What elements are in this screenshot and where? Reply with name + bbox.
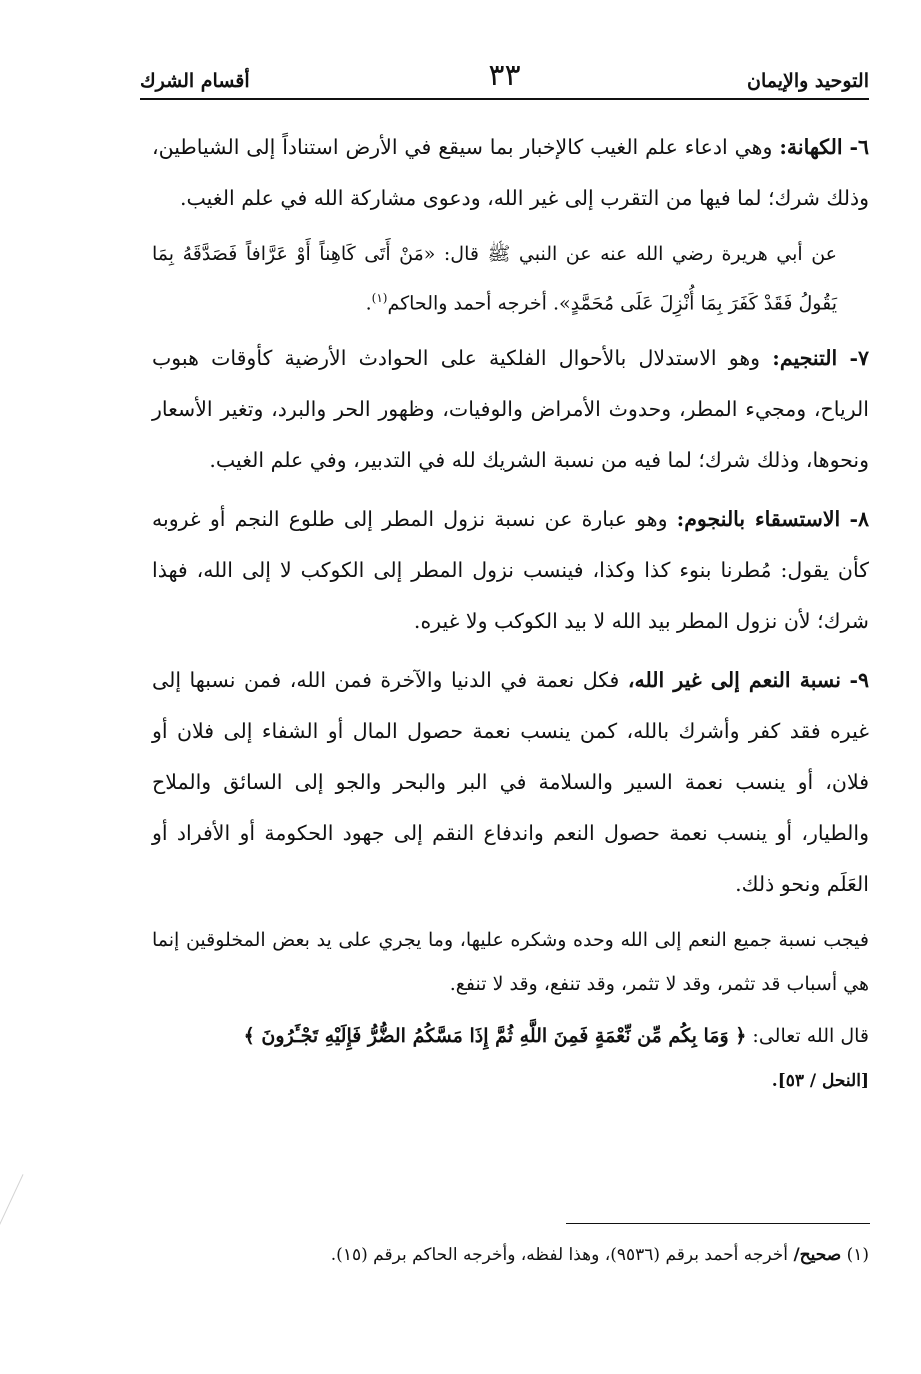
footnote-divider (566, 1223, 870, 1224)
section-text: وهو عبارة عن نسبة نزول المطر إلى طلوع النجم أو غروبه كأن يقول: مُطرنا بنوء كذا وكذا، فينسب نزول المطر إلى الكوكب لا إلى الله، فهذا شرك؛ لأن نزول المطر بيد الله لا بيد الكوكب ولا غيره. (152, 507, 869, 634)
section-number: ٦- (849, 135, 869, 159)
running-header (140, 58, 869, 100)
header-chapter-title: أقسام الشرك (140, 70, 250, 92)
quran-verse: ﴿ وَمَا بِكُم مِّن نِّعْمَةٍ فَمِنَ اللَّهِ ثُمَّ إِذَا مَسَّكُمُ الضُّرُّ فَإِلَيْهِ تَجْـَٔرُونَ ﴾ (243, 1025, 747, 1048)
footnote-grade: صحيح/ (793, 1245, 842, 1265)
section-7 (152, 333, 869, 486)
header-book-title: التوحيد والإيمان (747, 70, 869, 92)
section-term: الاستسقاء بالنجوم: (676, 507, 841, 532)
conclusion-paragraph: فيجب نسبة جميع النعم إلى الله وحده وشكره عليها، وما يجري على يد بعض المخلوقين إنما هي أسباب قد تثمر، وقد لا تثمر، وقد تنفع، وقد لا تنفع. (152, 929, 869, 996)
verse-reference (152, 1058, 869, 1103)
section-number: ٨- (849, 507, 869, 532)
section-number: ٧- (849, 346, 869, 371)
section-text: فكل نعمة في الدنيا والآخرة فمن الله، فمن نسبها إلى غيره فقد كفر وأشرك بالله، كمن ينسب نعمة حصول المال أو الشفاء إلى فلان أو فلان، أو ينسب نعمة السير والسلامة في البر والبحر والجو إلى السائق والملاح والطيار، أو ينسب نعمة حصول النعم واندفاع النقم إلى جهود الحكومة أو الأفراد أو العَلَم ونحو ذلك. (152, 668, 869, 897)
footnote-text: أخرجه أحمد برقم (٩٥٣٦)، وهذا لفظه، وأخرجه الحاكم برقم (١٥). (330, 1245, 789, 1265)
hadith-text: عن أبي هريرة رضي الله عنه عن النبي ﷺ قال: «مَنْ أَتَى كَاهِناً أَوْ عَرَّافاً فَصَدَّقَهُ بِمَا يَقُولُ فَقَدْ كَفَرَ بِمَا أُنْزِلَ عَلَى مُحَمَّدٍ». أخرجه أحمد والحاكم (152, 243, 837, 315)
footnote (200, 1240, 869, 1270)
footnote-number: (١) (846, 1245, 869, 1265)
verse-intro: قال الله تعالى: (752, 1025, 869, 1048)
section-text: وهي ادعاء علم الغيب كالإخبار بما سيقع في الأرض استناداً إلى الشياطين، وذلك شرك؛ لما فيها من التقرب إلى غير الله، ودعوى مشاركة الله في علم الغيب. (152, 135, 869, 210)
verse-paragraph (152, 1014, 869, 1058)
section-term: نسبة النعم إلى غير الله، (627, 668, 841, 693)
section-6 (152, 122, 869, 224)
verse-ref-text: [النحل / ٥٣]. (771, 1071, 869, 1092)
page-body (152, 122, 869, 1111)
section-term: التنجيم: (772, 346, 838, 371)
footnote-marker: (١) (371, 291, 388, 305)
hadith-paragraph: عن أبي هريرة رضي الله عنه عن النبي ﷺ قال: «مَنْ أَتَى كَاهِناً أَوْ عَرَّافاً فَصَدَّقَهُ بِمَا يَقُولُ فَقَدْ كَفَرَ بِمَا أُنْزِلَ عَلَى مُحَمَّدٍ». أخرجه أحمد والحاكم$^{(١)}$. (152, 243, 837, 315)
margin-pencil-mark (0, 1174, 60, 1246)
page-number: ٣٣ (488, 58, 521, 93)
section-9 (152, 655, 869, 910)
section-text: وهو الاستدلال بالأحوال الفلكية على الحوادث الأرضية كأوقات هبوب الرياح، ومجيء المطر، وحدوث الأمراض والوفيات، وظهور الحر والبرد، وتغير الأسعار ونحوها، وذلك شرك؛ لما فيه من نسبة الشريك لله في التدبير، وفي علم الغيب. (152, 346, 869, 473)
section-number: ٩- (849, 668, 869, 693)
section-term: الكهانة: (779, 135, 843, 159)
section-8 (152, 494, 869, 647)
